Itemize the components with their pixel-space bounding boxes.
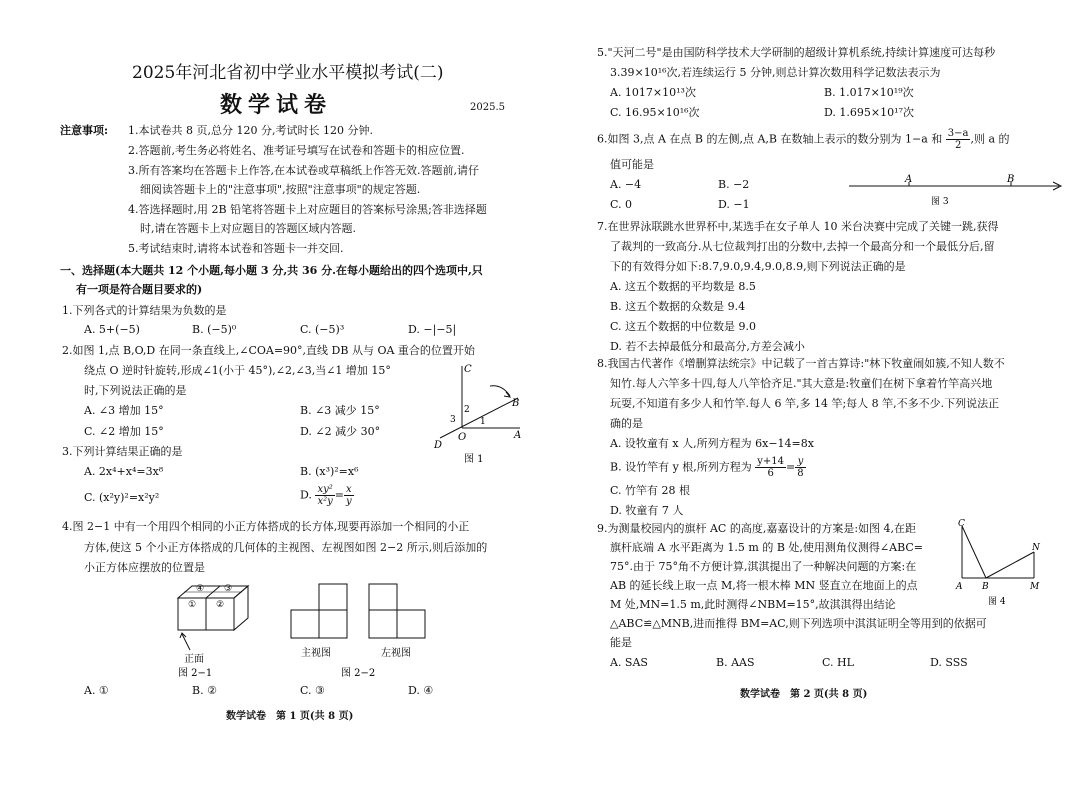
q9-stem: △ABC≌△MNB,进而推得 BM=AC,则下列选项中淇淇证明全等用到的依据可: [610, 617, 987, 630]
q1-option-a: A. 5+(−5): [84, 323, 140, 336]
q4-option-c: C. ③: [300, 684, 325, 697]
cube-label-4: ④: [196, 584, 205, 594]
fig1-caption: 图 1: [464, 454, 484, 465]
q3-option-d: D. $\frac{\text{xy²}}{\text{x²y}}$ = $\frac{x}{y}$: [300, 484, 352, 507]
q7-option-a: A. 这五个数据的平均数是 8.5: [610, 280, 756, 293]
q5-option-a: A. 1017×10¹³次: [610, 86, 696, 99]
figure-2-1: [170, 578, 270, 678]
q6-stem: 6.如图 3,点 A 在点 B 的左侧,点 A,B 在数轴上表示的数分别为 1−a 和 $\frac{3-a}{2}$ ,则 a 的: [597, 128, 1010, 151]
q6-option-a: A. −4: [610, 178, 642, 191]
fig1-label-a: A: [514, 430, 522, 441]
note-line: 时,请在答题卡上对应题目的答题区域内答题.: [140, 222, 356, 235]
q8-option-b: B. 设竹竿有 y 根,所列方程为 $\frac{y+14}{6}$ = $\frac{y}{8}$: [610, 456, 804, 479]
section-heading-cont: 有一项是符合题目要求的): [76, 283, 203, 296]
q2-option-d: D. ∠2 减少 30°: [300, 425, 381, 438]
fig4-label-n: N: [1032, 543, 1040, 553]
note-line: 5.考试结束时,请将本试卷和答题卡一并交回.: [128, 242, 344, 255]
fig2-2-caption: 图 2−2: [341, 668, 376, 678]
q8-stem: 知竹.每人六竿多十四,每人八竿恰齐足."其大意是:牧童们在树下拿着竹竿高兴地: [610, 377, 993, 390]
q9-option-b: B. AAS: [716, 656, 755, 669]
q5-option-b: B. 1.017×10¹⁹次: [824, 86, 914, 99]
q4-option-d: D. ④: [408, 684, 434, 697]
q6-option-d: D. −1: [718, 198, 750, 211]
note-line: 4.答选择题时,用 2B 铅笔将答题卡上对应题目的答案标号涂黑;答非选择题: [128, 203, 487, 216]
q2-stem: 2.如图 1,点 B,O,D 在同一条直线上,∠COA=90°,直线 DB 从与 OA 重合的位置开始: [62, 344, 475, 357]
fig1-label-2: 2: [464, 405, 470, 415]
q5-stem: 5."天河二号"是由国防科学技术大学研制的超级计算机系统,持续计算速度可达每秒: [597, 46, 996, 59]
q8-option-a: A. 设牧童有 x 人,所列方程为 6x−14=8x: [610, 437, 814, 450]
subject-title: 数学试卷: [220, 92, 333, 118]
q2-option-a: A. ∠3 增加 15°: [84, 404, 164, 417]
q1-option-b: B. (−5)⁰: [192, 323, 237, 336]
notes-label: 注意事项:: [60, 124, 109, 137]
q3-option-a: A. 2x⁴+x⁴=3x⁸: [84, 465, 164, 478]
q8-stem: 确的是: [610, 417, 643, 430]
q6-option-b: B. −2: [718, 178, 750, 191]
page-footer: 数学试卷 第 2 页(共 8 页): [740, 689, 868, 700]
note-line: 细阅读答题卡上的"注意事项",按照"注意事项"的规定答题.: [140, 183, 421, 196]
q7-option-b: B. 这五个数据的众数是 9.4: [610, 300, 746, 313]
fig1-label-1: 1: [480, 417, 486, 427]
q4-stem: 方体,使这 5 个小正方体搭成的几何体的主视图、左视图如图 2−2 所示,则后添加的: [84, 541, 488, 554]
section-heading: 一、选择题(本大题共 12 个小题,每小题 3 分,共 36 分.在每小题给出的四个选项中,只: [60, 264, 483, 277]
q2-option-c: C. ∠2 增加 15°: [84, 425, 164, 438]
fig1-label-d: D: [434, 440, 443, 451]
q4-stem: 小正方体应摆放的位置是: [84, 561, 205, 574]
q7-option-d: D. 若不去掉最低分和最高分,方差会减小: [610, 340, 805, 353]
page-footer: 数学试卷 第 1 页(共 8 页): [226, 711, 354, 722]
q9-stem: M 处,MN=1.5 m,此时测得∠NBM=15°,故淇淇得出结论: [610, 598, 896, 611]
exam-title: 2025年河北省初中学业水平模拟考试(二): [132, 63, 444, 83]
q5-option-d: D. 1.695×10¹⁷次: [824, 106, 914, 119]
q6-stem: 值可能是: [610, 158, 654, 171]
q1-option-c: C. (−5)³: [300, 323, 345, 336]
cube-label-2: ②: [216, 600, 225, 610]
q4-option-b: B. ②: [192, 684, 217, 697]
fig1-label-3: 3: [450, 415, 456, 425]
fig1-label-b: B: [512, 398, 520, 409]
q1-stem: 1.下列各式的计算结果为负数的是: [62, 304, 227, 317]
q5-option-c: C. 16.95×10¹⁶次: [610, 106, 700, 119]
fig3-caption: 图 3: [931, 197, 949, 207]
q5-stem: 3.39×10¹⁶次,若连续运行 5 分钟,则总计算次数用科学记数法表示为: [610, 66, 941, 79]
fig3-label-b: B: [1007, 174, 1015, 185]
q7-stem: 7.在世界泳联跳水世界杯中,某选手在女子单人 10 米台决赛中完成了关键一跳,获得: [597, 220, 999, 233]
q8-stem: 8.我国古代著作《增删算法统宗》中记载了一首古算诗:"林下牧童闹如簇,不知人数不: [597, 357, 1005, 370]
q9-stem: 75°.由于 75°角不方便计算,淇淇提出了一种解决问题的方案:在: [610, 560, 917, 573]
front-label: 正面: [184, 654, 204, 665]
cube-label-3: ③: [224, 584, 233, 594]
cube-label-1: ①: [188, 600, 197, 610]
note-line: 3.所有答案均在答题卡上作答,在本试卷或草稿纸上作答无效.答题前,请仔: [128, 164, 479, 177]
fig3-label-a: A: [905, 174, 913, 185]
q3-option-b: B. (x³)²=x⁶: [300, 465, 359, 478]
fig2-1-caption: 图 2−1: [178, 668, 213, 678]
q4-option-a: A. ①: [84, 684, 109, 697]
main-view-label: 主视图: [301, 648, 331, 659]
fig4-caption: 图 4: [988, 597, 1006, 607]
q6-option-c: C. 0: [610, 198, 633, 211]
q9-option-d: D. SSS: [930, 656, 968, 669]
figure-2-2: [285, 578, 445, 678]
page-2: [540, 0, 1080, 801]
q9-stem: 9.为测量校园内的旗杆 AC 的高度,嘉嘉设计的方案是:如图 4,在距: [597, 522, 917, 535]
fig4-label-b: B: [982, 582, 989, 592]
q9-option-a: A. SAS: [610, 656, 648, 669]
q8-option-d: D. 牧童有 7 人: [610, 504, 684, 517]
q7-option-c: C. 这五个数据的中位数是 9.0: [610, 320, 757, 333]
q2-stem: 时,下列说法正确的是: [84, 384, 187, 397]
q7-stem: 下的有效得分如下:8.7,9.0,9.4,9.0,8.9,则下列说法正确的是: [610, 260, 906, 273]
exam-date: 2025.5: [470, 102, 505, 113]
q3-stem: 3.下列计算结果正确的是: [62, 445, 183, 458]
figure-3: [845, 172, 1070, 208]
q8-option-c: C. 竹竿有 28 根: [610, 484, 691, 497]
q9-stem: AB 的延长线上取一点 M,将一根木棒 MN 竖直立在地面上的点: [610, 579, 918, 592]
q3-option-c: C. (x²y)²=x²y²: [84, 491, 160, 504]
q9-stem: 旗杆底端 A 水平距离为 1.5 m 的 B 处,使用测角仪测得∠ABC=: [610, 541, 924, 554]
note-line: 1.本试卷共 8 页,总分 120 分,考试时长 120 分钟.: [128, 124, 373, 137]
left-view-label: 左视图: [381, 648, 411, 659]
figure-1: [420, 360, 530, 466]
q4-stem: 4.图 2−1 中有一个用四个相同的小正方体搭成的长方体,现要再添加一个相同的小正: [62, 520, 470, 533]
q7-stem: 了裁判的一致高分.从七位裁判打出的分数中,去掉一个最高分和一个最低分后,留: [610, 240, 995, 253]
note-line: 2.答题前,考生务必将姓名、准考证号填写在试卷和答题卡的相应位置.: [128, 144, 465, 157]
q2-option-b: B. ∠3 减少 15°: [300, 404, 380, 417]
fig4-label-c: C: [958, 519, 965, 529]
q8-stem: 玩耍,不知道有多少人和竹竿.每人 6 竿,多 14 竿;每人 8 竿,不多不少.下列说法正: [610, 397, 1000, 410]
fig4-label-m: M: [1030, 582, 1040, 592]
figure-4: [948, 516, 1044, 612]
q9-stem: 能是: [610, 636, 632, 649]
q2-stem: 绕点 O 逆时针旋转,形成∠1(小于 45°),∠2,∠3,当∠1 增加 15°: [84, 364, 391, 377]
q1-option-d: D. −|−5|: [408, 323, 457, 336]
fig1-label-o: O: [458, 432, 467, 443]
fig4-label-a: A: [956, 582, 963, 592]
fig1-label-c: C: [464, 364, 472, 375]
q9-option-c: C. HL: [822, 656, 854, 669]
